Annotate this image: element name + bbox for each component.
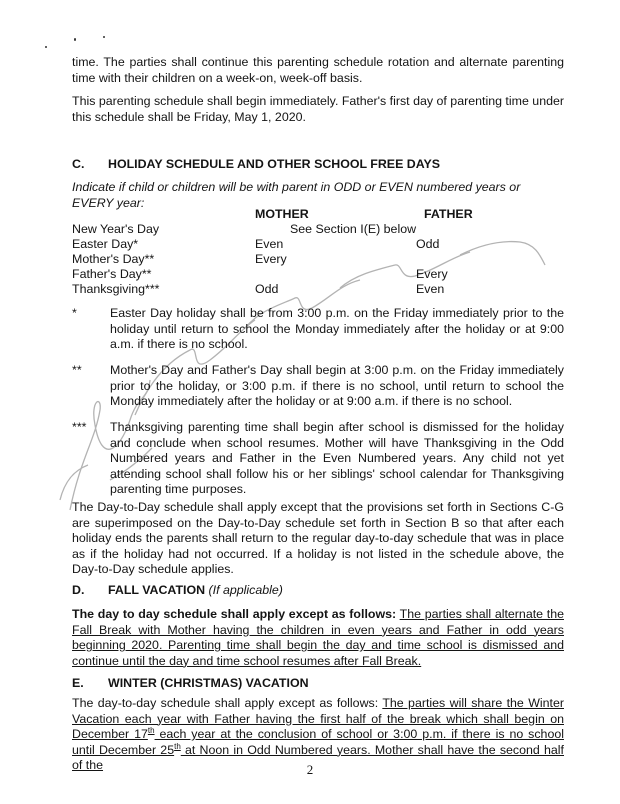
holiday-row xyxy=(72,252,492,267)
holiday-name: Mother's Day** xyxy=(72,252,155,266)
section-c-title: HOLIDAY SCHEDULE AND OTHER SCHOOL FREE DAYS xyxy=(108,157,441,171)
section-c-closing-paragraph: The Day-to-Day schedule shall apply except that the provisions set forth in Sections C-G are superimposed on the Day-to-Day schedule set forth in Section B so that after each holiday ends the parents shall return to the regular day-to-day schedule that was in place as if the holiday had not occurred. If a holiday is not listed in the schedule above, the Day-to-Day schedule applies. xyxy=(72,500,564,577)
holiday-name: New Year's Day xyxy=(72,222,160,236)
intro-paragraph-2: This parenting schedule shall begin immediately. Father's first day of parenting time under this schedule shall be Friday, May 1, 2020. xyxy=(72,94,564,124)
footnote-thanksgiving: Thanksgiving parenting time shall begin after school is dismissed for the holiday and conclude when school resumes. Mother will have Thanksgiving in the Odd Numbered years and Father in the Even Numbered years. Any child not yet attending school shall follow his or her siblings' school calendar for Thanksgiving parenting time purposes. xyxy=(110,420,564,497)
section-e-lead: The day-to-day schedule shall apply except as follows: xyxy=(72,696,383,710)
section-e-letter: E. xyxy=(72,676,84,690)
section-e-title: WINTER (CHRISTMAS) VACATION xyxy=(108,676,309,690)
footnote-marker: ** xyxy=(72,363,82,377)
section-e-heading xyxy=(72,676,564,692)
scan-speck xyxy=(74,38,76,41)
holiday-father-value: Every xyxy=(416,267,448,281)
holiday-name: Father's Day** xyxy=(72,267,152,281)
holiday-row xyxy=(72,282,492,297)
holiday-mother-value: Every xyxy=(255,252,287,266)
section-c-letter: C. xyxy=(72,157,85,171)
scan-speck xyxy=(45,46,47,48)
section-e-body-c: at Noon in Odd Numbered years. Mother shall have the second half of the xyxy=(72,742,564,773)
section-d-letter: D. xyxy=(72,583,85,597)
column-header-father: FATHER xyxy=(424,207,473,221)
holiday-row xyxy=(72,267,492,282)
footnote-easter: Easter Day holiday shall be from 3:00 p.m. on the Friday immediately prior to the holiday until return to school the Monday immediately after the holiday or at 9:00 a.m. if there is no school. xyxy=(110,306,564,352)
holiday-mother-value: Odd xyxy=(255,282,279,296)
section-d-body: The parties shall alternate the Fall Break with Mother having the children in even years and Father in odd years beginning 2020. Parenting time shall begin the day and time school is dismissed and continue until the day and time school resumes after Fall Break. xyxy=(72,607,564,668)
section-e-body-a: The parties will share the Winter Vacation each year with Father having the first half of the break which shall begin on December 17 xyxy=(72,696,564,742)
section-e-sup-b: th xyxy=(174,741,181,751)
scan-speck xyxy=(103,36,105,38)
column-header-mother: MOTHER xyxy=(255,207,309,221)
section-d-title-note: (If applicable) xyxy=(208,583,283,597)
section-d-lead: The day to day schedule shall apply except as follows: xyxy=(72,607,397,621)
footnote-marker: * xyxy=(72,306,77,320)
holiday-name: Easter Day* xyxy=(72,237,139,251)
holiday-name: Thanksgiving*** xyxy=(72,282,160,296)
section-e-body-b: each year at the conclusion of school or 3:00 p.m. if there is no school until December 25 xyxy=(72,727,564,757)
footnote-mothers-fathers-day: Mother's Day and Father's Day shall begin at 3:00 p.m. on the Friday immediately prior to the holiday, or 3:00 p.m. if there is no school, until return to school the Monday immediately after the holiday or at 9:00 a.m. if there is no school. xyxy=(110,363,564,409)
holiday-row xyxy=(72,237,492,252)
holiday-father-value: Even xyxy=(416,282,445,296)
section-d-heading xyxy=(72,583,564,599)
section-c-instruction: Indicate if child or children will be with parent in ODD or EVEN numbered years or EVERY year: xyxy=(72,180,521,210)
page-number: 2 xyxy=(306,762,314,777)
footnote-marker: *** xyxy=(72,420,87,434)
intro-paragraph-1: time. The parties shall continue this parenting schedule rotation and alternate parenting time with their children on a week-on, week-off basis. xyxy=(72,55,564,85)
section-d-paragraph xyxy=(72,607,564,669)
section-c-heading xyxy=(72,157,564,173)
section-e-sup-a: th xyxy=(147,726,155,736)
holiday-mother-value: Even xyxy=(255,237,284,251)
holiday-row xyxy=(72,222,492,237)
section-d-title: FALL VACATION xyxy=(108,583,206,597)
holiday-mother-value: See Section I(E) below xyxy=(290,222,417,236)
holiday-father-value: Odd xyxy=(416,237,440,251)
